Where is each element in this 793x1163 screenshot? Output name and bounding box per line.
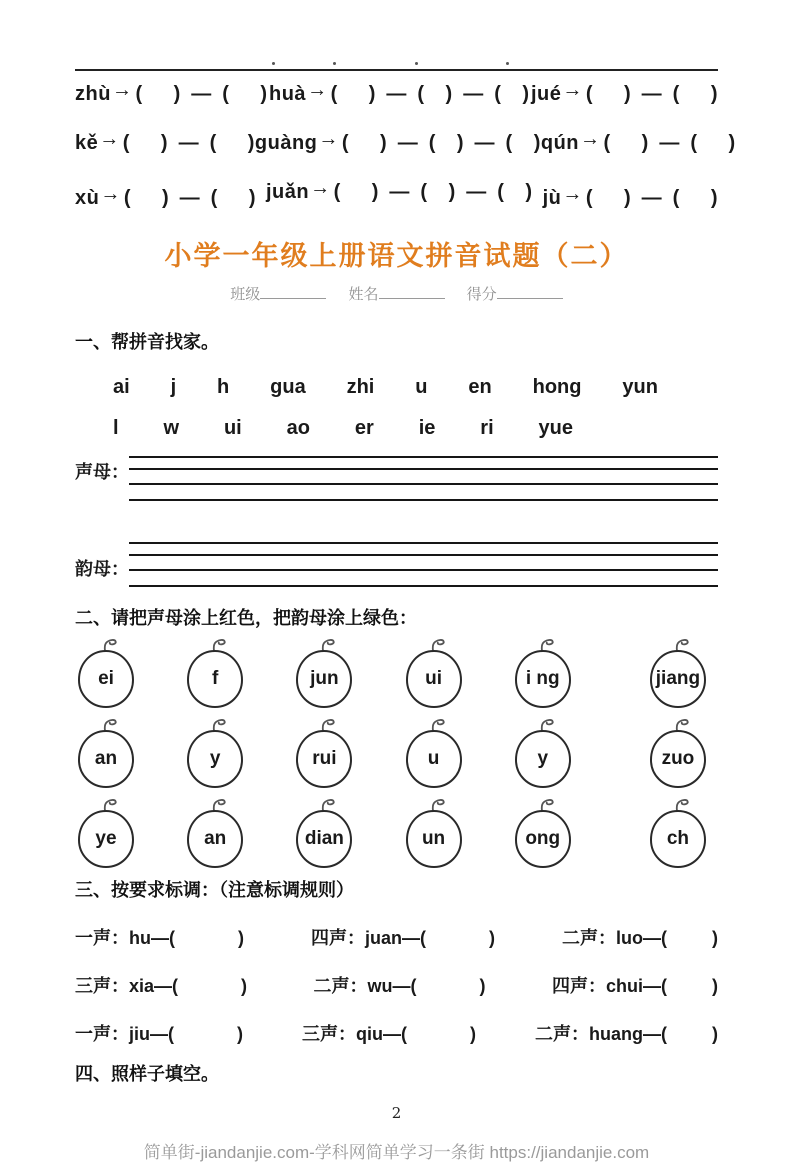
arrow-icon: → (562, 183, 583, 205)
apple (293, 798, 355, 870)
apple-label: f (212, 668, 219, 689)
pinyin-letter: er (354, 417, 374, 439)
apple (403, 718, 465, 790)
apple (293, 718, 355, 790)
apple-label: an (94, 748, 118, 769)
arrow-icon: → (111, 79, 133, 101)
writing-line (129, 456, 718, 458)
section2-heading: 二、请把声母涂上红色，把韵母涂上绿色： (75, 608, 417, 628)
syllable: jù (542, 187, 562, 209)
exercise-row (75, 128, 736, 155)
footer-site-line: 简单街-jiandanjie.com-学科网简单学习一条街 https://jiandanjie.com (143, 1143, 650, 1162)
answer-blanks: ( ) — ( ) (122, 132, 255, 154)
pinyin-letter: j (170, 376, 177, 398)
tone-item: 三声：qiu—( ) (302, 1024, 476, 1044)
apple-row (75, 638, 701, 710)
pinyin-letter: ui (223, 417, 242, 439)
syllable: xù (75, 187, 100, 209)
apple (75, 798, 137, 870)
pinyin-letters-row (113, 376, 658, 399)
answer-blanks: ( ) — ( ) (603, 132, 736, 154)
apple-label: ye (95, 828, 117, 849)
page-title: 小学一年级上册语文拼音试题（二） (164, 241, 629, 272)
syllable: zhù (75, 83, 111, 105)
four-line-grid (129, 456, 718, 501)
speck-dot (272, 62, 275, 65)
shengmu-label: 声母： (75, 462, 129, 482)
tone-item: 四声：juan—( ) (311, 928, 495, 948)
exercise-row (75, 177, 718, 210)
pinyin-letter: zhi (346, 376, 375, 398)
answer-blanks: ( ) — ( ) (135, 83, 268, 105)
syllable-item (75, 128, 255, 155)
arrow-icon: → (99, 128, 120, 150)
apple-label: zuo (661, 748, 695, 769)
apple-label: ch (666, 828, 690, 849)
arrow-icon: → (307, 79, 328, 101)
apple-label: ong (525, 828, 561, 849)
apple (647, 638, 709, 710)
name-label: 姓名 (348, 286, 379, 303)
apple-label: jiang (655, 668, 701, 689)
apple (184, 718, 246, 790)
apple (75, 718, 137, 790)
shengmu-writing-grid (75, 456, 718, 506)
apple (512, 798, 574, 870)
apple-label: jun (310, 668, 339, 689)
pinyin-letter: ri (480, 417, 494, 439)
syllable: jué (530, 83, 562, 105)
apple-label: ei (98, 668, 114, 689)
answer-blanks: ( ) — ( ) — ( ) (341, 132, 541, 154)
apple-label: un (421, 828, 446, 849)
section1-heading: 一、帮拼音找家。 (75, 332, 219, 352)
writing-line (129, 468, 718, 470)
apple (293, 638, 355, 710)
answer-blanks: ( ) — ( ) (585, 83, 718, 105)
four-line-grid (129, 542, 718, 587)
apple-row (75, 798, 690, 870)
syllable-item (254, 128, 541, 155)
arrow-icon: → (580, 128, 601, 150)
class-blank-line (260, 286, 326, 299)
tone-item: 二声：luo—( ) (562, 928, 718, 948)
speck-dot (415, 62, 418, 65)
apple (512, 638, 574, 710)
answer-blanks: ( ) — ( ) (585, 187, 718, 209)
writing-line (129, 499, 718, 501)
exercise-row (75, 79, 718, 106)
pinyin-letter: ai (113, 376, 130, 398)
apple (647, 798, 709, 870)
syllable-item (540, 128, 736, 155)
yunmu-label: 韵母： (75, 559, 129, 579)
syllable-item (530, 79, 718, 106)
apple (75, 638, 137, 710)
pinyin-letter: en (468, 376, 492, 398)
section3-heading: 三、按要求标调：（注意标调规则） (75, 880, 354, 900)
apple-label: an (204, 828, 227, 849)
apple (647, 718, 709, 790)
tone-item: 四声：chui—( ) (552, 976, 718, 996)
tone-item: 二声：wu—( ) (313, 976, 486, 996)
answer-blanks: ( ) — ( ) — ( ) (333, 181, 533, 203)
writing-line (129, 542, 718, 544)
syllable: kě (75, 132, 99, 154)
name-field (348, 286, 444, 303)
syllable-item (543, 181, 718, 210)
score-field (467, 286, 563, 303)
writing-line (129, 585, 718, 587)
apple (184, 798, 246, 870)
pinyin-letter: h (217, 376, 230, 398)
answer-blanks: ( ) — ( ) — ( ) (330, 83, 530, 105)
apple-label: dian (304, 828, 344, 849)
score-label: 得分 (466, 286, 497, 303)
pinyin-letter: ao (286, 417, 310, 439)
apple (403, 638, 465, 710)
pinyin-letter: yue (538, 417, 573, 439)
apple (403, 798, 465, 870)
pinyin-letters-row (113, 417, 573, 440)
syllable-item (75, 79, 268, 106)
class-field (230, 286, 326, 303)
syllable-item (269, 79, 530, 106)
syllable: qún (540, 132, 580, 154)
writing-line (129, 569, 718, 571)
apple-label: rui (312, 748, 337, 769)
class-label: 班级 (230, 286, 261, 303)
syllable-item (265, 177, 533, 210)
student-info-line (75, 283, 718, 304)
syllable: guàng (254, 132, 318, 154)
arrow-icon: → (318, 128, 339, 150)
syllable-item (75, 181, 256, 210)
answer-blanks: ( ) — ( ) (123, 187, 256, 209)
writing-line (129, 554, 718, 556)
apple-label: y (537, 748, 549, 769)
tone-exercise-row (75, 1020, 718, 1046)
apple-label: u (427, 748, 440, 769)
apple-label: ui (425, 668, 442, 689)
tone-exercise-row (75, 972, 718, 998)
tone-item: 一声：jiu—( ) (75, 1024, 243, 1044)
writing-line (129, 483, 718, 485)
tone-item: 三声：xia—( ) (75, 976, 248, 996)
arrow-icon: → (562, 79, 583, 101)
top-rule (75, 0, 718, 71)
pinyin-letter: u (415, 376, 428, 398)
pinyin-letter: yun (622, 376, 658, 398)
page-number: 2 (391, 1104, 402, 1122)
pinyin-letter: ie (418, 417, 436, 439)
tone-exercise-row (75, 924, 718, 950)
tone-item: 二声：huang—( ) (535, 1024, 718, 1044)
syllable: huà (269, 83, 307, 105)
arrow-icon: → (310, 177, 331, 199)
pinyin-letter: l (113, 417, 119, 439)
yunmu-writing-grid (75, 542, 718, 592)
speck-dot (506, 62, 509, 65)
arrow-icon: → (100, 183, 121, 205)
apple-label: i ng (525, 668, 560, 689)
syllable-decompose-exercise (75, 79, 736, 210)
syllable: juǎn (265, 181, 310, 203)
apple-label: y (209, 748, 221, 769)
pinyin-letter: gua (270, 376, 306, 398)
apple (512, 718, 574, 790)
name-blank-line (379, 286, 445, 299)
score-blank-line (497, 286, 563, 299)
apple (184, 638, 246, 710)
pinyin-letter: w (163, 417, 180, 439)
section4-heading: 四、照样子填空。 (75, 1064, 219, 1084)
pinyin-letter: hong (532, 376, 582, 398)
tone-item: 一声：hu—( ) (75, 928, 244, 948)
apple-row (75, 718, 695, 790)
speck-dot (333, 62, 336, 65)
